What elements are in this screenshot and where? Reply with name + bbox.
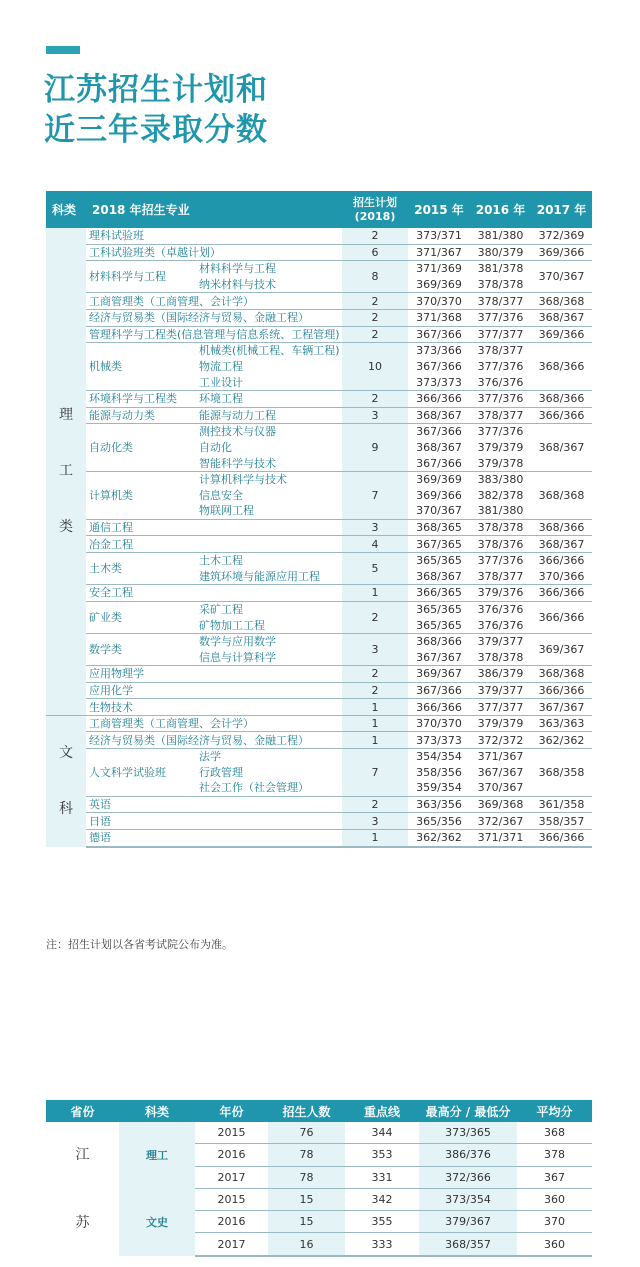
- score-y2015: 358/356: [416, 765, 462, 779]
- score-y2015: 373/371: [416, 229, 462, 243]
- plan-count: 1: [342, 699, 408, 716]
- kind-science: 理工: [119, 1122, 195, 1188]
- score-y2015: 368/365: [408, 519, 470, 536]
- score-y2017: 372/369: [538, 229, 585, 243]
- score-y2016: 376/376: [477, 618, 524, 632]
- plan-count: 2: [342, 390, 408, 407]
- major-group: 德语: [86, 829, 342, 846]
- score-y2015: 362/362: [408, 829, 470, 846]
- major-name: 环境工程: [196, 390, 342, 407]
- score-y2017: 366/366: [531, 601, 592, 633]
- score-y2016: 370/367: [477, 781, 524, 795]
- score-y2017: 368/366: [531, 390, 592, 407]
- score-y2017: 368/367: [531, 536, 592, 553]
- score-y2016: 379/376: [470, 585, 531, 602]
- header-province: 省份: [46, 1100, 119, 1122]
- cell-max-min: 373/354: [419, 1188, 517, 1210]
- header-major: 2018 年招生专业: [86, 191, 342, 228]
- major-name: 采矿工程: [196, 601, 342, 617]
- score-y2016: 372/367: [470, 813, 531, 830]
- score-y2016: 381/380: [477, 504, 524, 518]
- plan-count: 2: [342, 796, 408, 813]
- score-y2016: 376/376: [477, 375, 524, 389]
- table-header-row: [46, 1100, 592, 1122]
- admission-plan-table: [46, 191, 592, 848]
- major-group: 安全工程: [86, 585, 342, 602]
- major-group: 应用物理学: [86, 666, 342, 683]
- header-2017: 2017 年: [531, 191, 592, 228]
- cell-max-min: 373/365: [419, 1122, 517, 1144]
- major-group: 理科试验班: [86, 228, 342, 244]
- cell-enrollment: 78: [268, 1144, 345, 1166]
- title-line-2: 近三年录取分数: [44, 112, 268, 148]
- score-y2017: 369/366: [531, 326, 592, 343]
- plan-count: 1: [342, 585, 408, 602]
- score-y2016: 379/379: [477, 441, 524, 455]
- header-plan-line2: (2018): [354, 209, 396, 223]
- major-name: 智能科学与技术: [196, 455, 342, 471]
- major-group: 土木类: [86, 552, 196, 584]
- score-y2016: 371/371: [470, 829, 531, 846]
- table-row: [46, 813, 592, 830]
- category-liberal: 文 科: [46, 715, 86, 846]
- major-group: 人文科学试验班: [86, 749, 196, 797]
- major-name: 信息与计算科学: [196, 649, 342, 665]
- score-y2015: 373/373: [416, 375, 462, 389]
- score-y2016: 381/378: [470, 261, 531, 277]
- cell-year: 2015: [195, 1188, 268, 1210]
- cell-max-min: 379/367: [419, 1211, 517, 1233]
- score-y2017: 358/357: [531, 813, 592, 830]
- table-row: [46, 749, 592, 765]
- score-y2015: 371/368: [408, 309, 470, 326]
- major-name: 社会工作（社会管理）: [196, 780, 342, 796]
- plan-count: 2: [342, 326, 408, 343]
- plan-count: 5: [342, 552, 408, 584]
- header-plan-line1: 招生计划: [353, 195, 398, 209]
- major-group: 自动化类: [86, 424, 196, 472]
- cell-max-min: 372/366: [419, 1166, 517, 1188]
- score-y2015: 368/367: [408, 407, 470, 424]
- score-y2016: 377/376: [470, 390, 531, 407]
- score-y2017: 366/366: [531, 682, 592, 699]
- score-y2016: 381/380: [477, 229, 524, 243]
- plan-count: 2: [342, 666, 408, 683]
- major-group: 工科试验班类（卓越计划）: [86, 244, 342, 261]
- table-row: [46, 732, 592, 749]
- score-y2017: 361/358: [531, 796, 592, 813]
- score-y2015: 370/367: [416, 504, 462, 518]
- score-y2016: 383/380: [470, 471, 531, 487]
- province-cell: 江 苏: [46, 1122, 119, 1256]
- major-name: 物流工程: [196, 359, 342, 375]
- plan-count: 1: [342, 715, 408, 732]
- score-y2016: 377/376: [470, 309, 531, 326]
- major-group: 材料科学与工程: [86, 261, 196, 293]
- score-y2015: 367/366: [416, 360, 462, 374]
- cell-enrollment: 15: [268, 1188, 345, 1210]
- plan-count: 7: [342, 471, 408, 519]
- header-year: 年份: [195, 1100, 268, 1122]
- cell-key-line: 331: [345, 1166, 419, 1188]
- major-group: 经济与贸易类（国际经济与贸易、金融工程）: [86, 309, 342, 326]
- major-name: 行政管理: [196, 765, 342, 781]
- plan-count: 2: [342, 601, 408, 633]
- major-group: 通信工程: [86, 519, 342, 536]
- score-y2016: 380/379: [470, 244, 531, 261]
- cell-enrollment: 15: [268, 1211, 345, 1233]
- score-y2015: 366/366: [408, 699, 470, 716]
- score-y2015: 367/366: [408, 424, 470, 440]
- cell-year: 2015: [217, 1126, 246, 1140]
- plan-count: 3: [342, 813, 408, 830]
- score-y2015: 369/366: [416, 488, 462, 502]
- plan-count: 3: [342, 633, 408, 665]
- major-group: 日语: [86, 813, 342, 830]
- major-name: 材料科学与工程: [196, 261, 342, 277]
- cell-average: 360: [517, 1188, 592, 1210]
- cell-key-line: 355: [345, 1211, 419, 1233]
- score-y2015: 365/365: [416, 618, 462, 632]
- major-group: 应用化学: [86, 682, 342, 699]
- cell-key-line: 344: [371, 1126, 393, 1140]
- plan-count: 6: [342, 244, 408, 261]
- major-name: 矿物加工工程: [196, 617, 342, 633]
- title-line-1: 江苏招生计划和: [44, 72, 268, 108]
- table-row: [46, 390, 592, 407]
- major-group: 计算机类: [86, 471, 196, 519]
- major-group: 能源与动力类: [86, 407, 196, 424]
- score-y2017: 370/367: [531, 261, 592, 293]
- major-group: 经济与贸易类（国际经济与贸易、金融工程）: [86, 732, 342, 749]
- major-name: 法学: [196, 749, 342, 765]
- table-row: [46, 601, 592, 617]
- score-y2016: 378/378: [477, 650, 524, 664]
- plan-count: 4: [342, 536, 408, 553]
- score-y2015: 367/365: [408, 536, 470, 553]
- score-y2015: 373/373: [408, 732, 470, 749]
- major-name: 计算机科学与技术: [196, 471, 342, 487]
- table-row: [46, 424, 592, 440]
- header-2015: 2015 年: [408, 191, 470, 228]
- plan-count: 3: [342, 407, 408, 424]
- table-header-row: [46, 191, 592, 228]
- score-y2016: 369/368: [470, 796, 531, 813]
- cell-average: 370: [517, 1211, 592, 1233]
- table-row: [46, 536, 592, 553]
- plan-count: 2: [342, 309, 408, 326]
- score-y2017: 366/366: [531, 829, 592, 846]
- score-y2016: 377/377: [470, 326, 531, 343]
- kind-liberal: 文史: [119, 1188, 195, 1255]
- table-row: [46, 715, 592, 732]
- cell-average: 378: [517, 1144, 592, 1166]
- header-category: 科类: [46, 191, 86, 228]
- table-row: [46, 585, 592, 602]
- score-y2015: 368/367: [416, 569, 462, 583]
- major-group: 环境科学与工程类: [86, 390, 196, 407]
- score-y2015: 365/365: [408, 601, 470, 617]
- header-max-min: 最高分 / 最低分: [419, 1100, 517, 1122]
- score-y2015: 368/367: [416, 441, 462, 455]
- table-row: [46, 1122, 592, 1144]
- table-row: [46, 699, 592, 716]
- score-y2015: 367/367: [416, 650, 462, 664]
- cell-enrollment: 76: [268, 1122, 345, 1144]
- table-row: [46, 326, 592, 343]
- score-y2016: 378/377: [477, 569, 524, 583]
- table-row: [46, 666, 592, 683]
- score-y2017: 369/366: [531, 244, 592, 261]
- score-y2015: 365/365: [408, 552, 470, 568]
- score-y2017: 370/366: [538, 569, 585, 583]
- score-y2017: 363/363: [531, 715, 592, 732]
- cell-average: 367: [517, 1166, 592, 1188]
- plan-count: 7: [342, 749, 408, 797]
- table-row: [46, 407, 592, 424]
- score-y2015: 354/354: [408, 749, 470, 765]
- score-y2015: 369/369: [408, 471, 470, 487]
- major-group: 工商管理类（工商管理、会计学）: [86, 293, 342, 310]
- score-y2016: 376/376: [470, 601, 531, 617]
- score-y2016: 379/377: [470, 682, 531, 699]
- score-y2015: 371/367: [408, 244, 470, 261]
- page-title: [44, 70, 268, 150]
- footnote: 注：招生计划以各省考试院公布为准。: [46, 938, 233, 951]
- score-y2015: 367/366: [408, 682, 470, 699]
- header-kind: 科类: [119, 1100, 195, 1122]
- major-name: 工业设计: [196, 374, 342, 390]
- table-row: [46, 261, 592, 277]
- score-y2017: 368/368: [531, 471, 592, 519]
- score-y2015: 359/354: [416, 781, 462, 795]
- plan-count: 3: [342, 519, 408, 536]
- score-y2017: 367/367: [531, 699, 592, 716]
- table-row: [46, 471, 592, 487]
- score-y2016: 378/378: [470, 519, 531, 536]
- major-group: 机械类: [86, 343, 196, 391]
- score-y2015: 370/370: [408, 293, 470, 310]
- score-y2016: 378/378: [477, 278, 524, 292]
- cell-year: 2017: [195, 1233, 268, 1256]
- table-row: [46, 293, 592, 310]
- cell-key-line: 353: [345, 1144, 419, 1166]
- cell-average: 360: [517, 1233, 592, 1256]
- score-y2016: 378/377: [470, 293, 531, 310]
- score-y2015: 367/366: [416, 456, 462, 470]
- major-group: 管理科学与工程类(信息管理与信息系统、工程管理): [86, 326, 342, 343]
- table-row: [46, 796, 592, 813]
- score-y2017: 368/367: [531, 424, 592, 472]
- table-row: [46, 309, 592, 326]
- header-key-line: 重点线: [345, 1100, 419, 1122]
- score-y2016: 378/377: [470, 407, 531, 424]
- score-y2016: 379/377: [470, 633, 531, 649]
- major-name: 能源与动力工程: [196, 407, 342, 424]
- cell-key-line: 342: [345, 1188, 419, 1210]
- cell-max-min: 386/376: [419, 1144, 517, 1166]
- major-group: 冶金工程: [86, 536, 342, 553]
- cell-year: 2017: [195, 1166, 268, 1188]
- header-plan: [342, 191, 408, 228]
- score-y2016: 379/378: [477, 456, 524, 470]
- plan-count: 2: [342, 682, 408, 699]
- score-y2016: 367/367: [477, 765, 524, 779]
- major-name: 土木工程: [196, 552, 342, 568]
- cell-average: 368: [544, 1126, 565, 1140]
- table-row: [46, 1188, 592, 1210]
- score-y2016: 386/379: [470, 666, 531, 683]
- score-y2017: 362/362: [531, 732, 592, 749]
- plan-count: 9: [342, 424, 408, 472]
- score-y2015: 366/365: [408, 585, 470, 602]
- score-y2017: 366/366: [531, 407, 592, 424]
- score-y2017: 368/366: [531, 343, 592, 391]
- score-y2016: 377/376: [470, 552, 531, 568]
- plan-count: 1: [342, 829, 408, 846]
- score-y2016: 377/376: [477, 360, 524, 374]
- score-y2015: 363/356: [408, 796, 470, 813]
- major-name: 物联网工程: [196, 503, 342, 519]
- score-y2015: 366/366: [408, 390, 470, 407]
- score-y2016: 378/377: [470, 343, 531, 359]
- score-y2016: 377/376: [470, 424, 531, 440]
- major-group: 数学类: [86, 633, 196, 665]
- table-row: [46, 228, 592, 244]
- score-y2015: 368/366: [408, 633, 470, 649]
- major-group: 工商管理类（工商管理、会计学）: [86, 715, 342, 732]
- plan-count: 2: [342, 293, 408, 310]
- major-group: 生物技术: [86, 699, 342, 716]
- score-y2015: 369/367: [408, 666, 470, 683]
- score-y2016: 379/379: [470, 715, 531, 732]
- score-y2015: 373/366: [408, 343, 470, 359]
- plan-count: 2: [342, 228, 408, 244]
- jiangsu-scores-table: [46, 1100, 592, 1257]
- table-row: [46, 682, 592, 699]
- major-name: 测控技术与仪器: [196, 424, 342, 440]
- cell-enrollment: 78: [268, 1166, 345, 1188]
- major-name: 自动化: [196, 440, 342, 456]
- cell-enrollment: 16: [268, 1233, 345, 1256]
- score-y2016: 378/376: [470, 536, 531, 553]
- score-y2016: 372/372: [470, 732, 531, 749]
- major-name: 建筑环境与能源应用工程: [196, 568, 342, 584]
- score-y2015: 370/370: [408, 715, 470, 732]
- score-y2015: 365/356: [408, 813, 470, 830]
- plan-count: 8: [342, 261, 408, 293]
- score-y2017: 366/366: [531, 552, 592, 568]
- score-y2017: 369/367: [531, 633, 592, 665]
- table-row: [46, 244, 592, 261]
- score-y2016: 377/377: [470, 699, 531, 716]
- major-group: 英语: [86, 796, 342, 813]
- score-y2015: 367/366: [408, 326, 470, 343]
- plan-count: 10: [342, 343, 408, 391]
- score-y2015: 371/369: [408, 261, 470, 277]
- cell-year: 2016: [195, 1211, 268, 1233]
- plan-count: 1: [342, 732, 408, 749]
- table-row: [46, 519, 592, 536]
- category-science: 理 工 类: [46, 228, 86, 715]
- score-y2015: 369/369: [416, 278, 462, 292]
- score-y2016: 371/367: [470, 749, 531, 765]
- table-row: [46, 552, 592, 568]
- accent-bar: [46, 46, 80, 54]
- score-y2016: 382/378: [477, 488, 524, 502]
- header-2016: 2016 年: [470, 191, 531, 228]
- major-name: 纳米材料与技术: [196, 277, 342, 293]
- score-y2017: 368/368: [531, 293, 592, 310]
- major-name: 数学与应用数学: [196, 633, 342, 649]
- score-y2017: 368/368: [531, 666, 592, 683]
- major-group: 矿业类: [86, 601, 196, 633]
- table-row: [46, 829, 592, 846]
- score-y2017: 368/358: [531, 749, 592, 797]
- header-average: 平均分: [517, 1100, 592, 1122]
- cell-year: 2016: [195, 1144, 268, 1166]
- cell-key-line: 333: [345, 1233, 419, 1256]
- score-y2017: 368/367: [531, 309, 592, 326]
- major-name: 信息安全: [196, 488, 342, 504]
- header-enrollment: 招生人数: [268, 1100, 345, 1122]
- major-name: 机械类(机械工程、车辆工程): [196, 343, 342, 359]
- table-row: [46, 633, 592, 649]
- score-y2017: 366/366: [531, 585, 592, 602]
- table-row: [46, 343, 592, 359]
- cell-max-min: 368/357: [419, 1233, 517, 1256]
- score-y2017: 368/366: [531, 519, 592, 536]
